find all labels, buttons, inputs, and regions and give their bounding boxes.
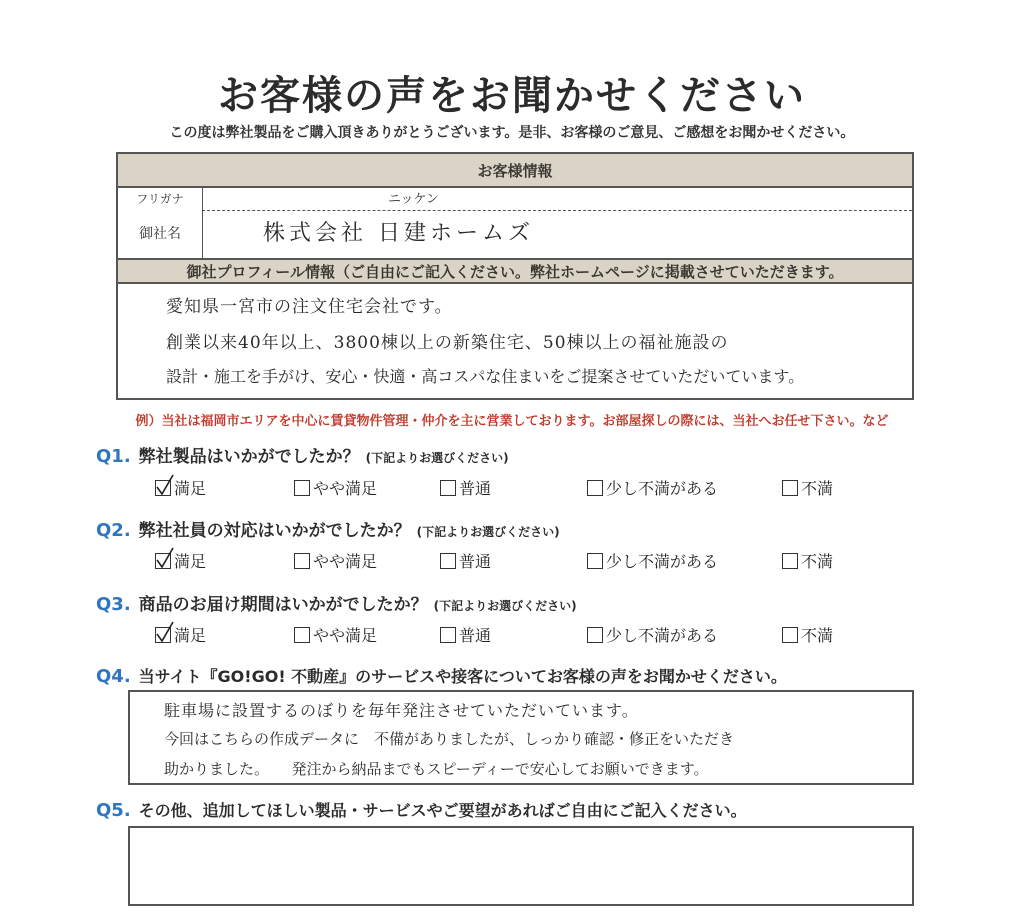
- label-divider: [202, 188, 203, 258]
- question-2-text: 弊社社員の対応はいかがでしたか？: [138, 521, 411, 541]
- checkbox-icon[interactable]: [440, 627, 456, 643]
- q5-answer-box[interactable]: [128, 826, 914, 906]
- q1-option-somewhat-satisfied[interactable]: やや満足: [294, 476, 377, 499]
- q2-option-neutral[interactable]: 普通: [440, 549, 491, 572]
- profile-box[interactable]: [116, 284, 914, 400]
- question-3-note: (下記よりお選びください): [433, 599, 577, 613]
- question-1-number: Q1.: [96, 446, 131, 467]
- checkbox-icon[interactable]: [294, 553, 310, 569]
- q2-option-somewhat-dissatisfied[interactable]: 少し不満がある: [587, 549, 718, 572]
- company-name-field[interactable]: 株式会社 日建ホームズ: [263, 221, 534, 246]
- q1-option-neutral[interactable]: 普通: [440, 476, 491, 499]
- checkbox-icon[interactable]: [294, 480, 310, 496]
- furigana-label: フリガナ: [136, 192, 184, 206]
- example-note: 例）当社は福岡市エリアを中心に賃貸物件管理・仲介を主に営業しております。お部屋探しの際には、当社へお任せ下さい。など: [135, 414, 889, 429]
- q4-answer-box[interactable]: [128, 690, 914, 785]
- q3-option-neutral[interactable]: 普通: [440, 623, 491, 646]
- q3-option-somewhat-satisfied[interactable]: やや満足: [294, 623, 377, 646]
- page-title: お客様の声をお聞かせください: [218, 73, 806, 119]
- q3-option-dissatisfied[interactable]: 不満: [782, 623, 833, 646]
- profile-line-1: 愛知県一宮市の注文住宅会社です。: [166, 297, 453, 317]
- question-5: [96, 798, 747, 821]
- profile-line-2: 創業以来40年以上、3800棟以上の新築住宅、50棟以上の福祉施設の: [166, 333, 729, 353]
- profile-heading: 御社プロフィール情報（ご自由にご記入ください。弊社ホームページに掲載させていただきます。: [116, 260, 914, 284]
- customer-info-heading: お客様情報: [118, 154, 912, 188]
- checkbox-icon[interactable]: [440, 480, 456, 496]
- q1-option-satisfied[interactable]: 満足: [155, 476, 206, 499]
- question-1: [96, 442, 509, 467]
- furigana-field[interactable]: ニッケン: [388, 192, 439, 207]
- q3-option-satisfied[interactable]: 満足: [155, 623, 206, 646]
- q1-option-dissatisfied[interactable]: 不満: [782, 476, 833, 499]
- question-2-number: Q2.: [96, 520, 131, 541]
- question-5-text: その他、追加してほしい製品・サービスやご要望があればご自由にご記入ください。: [138, 801, 747, 820]
- checkbox-checked-icon[interactable]: [155, 480, 171, 496]
- question-4-text: 当サイト『GO!GO! 不動産』のサービスや接客についてお客様の声をお聞かせください。: [138, 667, 787, 686]
- customer-info-box: [116, 152, 914, 260]
- q4-answer-line-2: 今回はこちらの作成データに 不備がありましたが、しっかり確認・修正をいただき: [164, 730, 735, 748]
- question-5-number: Q5.: [96, 800, 131, 821]
- checkbox-icon[interactable]: [587, 480, 603, 496]
- question-1-note: (下記よりお選びください): [365, 451, 509, 465]
- question-4: [96, 664, 787, 687]
- furigana-divider: [202, 210, 912, 211]
- checkbox-checked-icon[interactable]: [155, 553, 171, 569]
- q2-option-satisfied[interactable]: 満足: [155, 549, 206, 572]
- profile-line-3: 設計・施工を手がけ、安心・快適・高コスパな住まいをご提案させていただいています。: [166, 367, 805, 386]
- checkbox-icon[interactable]: [782, 480, 798, 496]
- company-label: 御社名: [139, 226, 181, 242]
- question-4-number: Q4.: [96, 666, 131, 687]
- q4-answer-line-1: 駐車場に設置するのぼりを毎年発注させていただいています。: [164, 701, 639, 720]
- question-2: [96, 516, 560, 541]
- q2-option-dissatisfied[interactable]: 不満: [782, 549, 833, 572]
- checkbox-icon[interactable]: [782, 553, 798, 569]
- q4-answer-line-3: 助かりました。 発注から納品までもスピーディーで安心してお願いできます。: [164, 760, 709, 778]
- checkbox-icon[interactable]: [294, 627, 310, 643]
- question-3-text: 商品のお届け期間はいかがでしたか？: [138, 595, 428, 615]
- question-3: [96, 590, 577, 615]
- question-3-number: Q3.: [96, 594, 131, 615]
- checkbox-icon[interactable]: [440, 553, 456, 569]
- q3-option-somewhat-dissatisfied[interactable]: 少し不満がある: [587, 623, 718, 646]
- page-subtitle: この度は弊社製品をご購入頂きありがとうございます。是非、お客様のご意見、ご感想をお聞かせください。: [169, 125, 855, 141]
- q2-option-somewhat-satisfied[interactable]: やや満足: [294, 549, 377, 572]
- checkbox-icon[interactable]: [587, 627, 603, 643]
- checkbox-checked-icon[interactable]: [155, 627, 171, 643]
- question-2-note: (下記よりお選びください): [416, 525, 560, 539]
- q1-option-somewhat-dissatisfied[interactable]: 少し不満がある: [587, 476, 718, 499]
- checkbox-icon[interactable]: [587, 553, 603, 569]
- checkbox-icon[interactable]: [782, 627, 798, 643]
- question-1-text: 弊社製品はいかがでしたか？: [138, 447, 360, 467]
